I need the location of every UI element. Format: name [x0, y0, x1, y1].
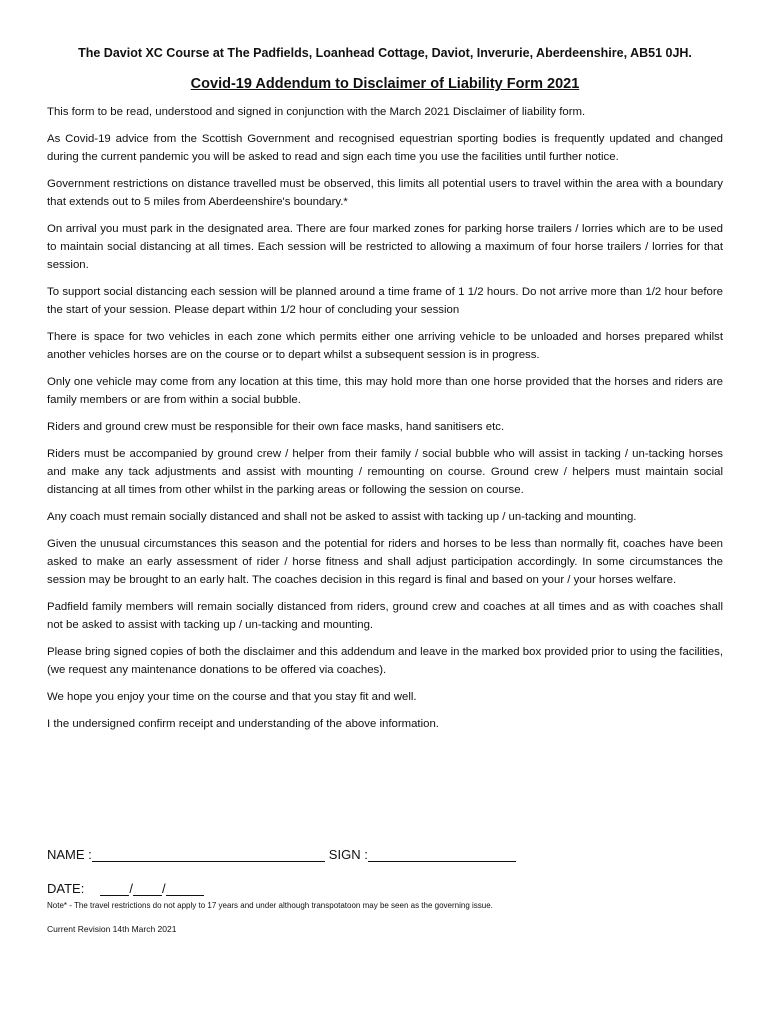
paragraph-9: Riders must be accompanied by ground crew / helper from their family / social bubble who will assist in tacking / un-tacking horses and make any tack adjustments and assist with mounting / remounting on course. Ground crew / helpers must maintain social distancing at all times from other whilst in the parking areas or following the session on course.	[47, 448, 723, 496]
date-separator-1: /	[129, 881, 133, 896]
paragraph-8: Riders and ground crew must be responsible for their own face masks, hand sanitisers etc.	[47, 421, 505, 433]
paragraph-14: We hope you enjoy your time on the course and that you stay fit and well.	[47, 691, 417, 703]
paragraph-4: On arrival you must park in the designated area. There are four marked zones for parking horse trailers / lorries which are to be used to maintain social distancing at all times. Each session will be restricted to allowing a maximum of four horse trailers / lorries for that session.	[47, 223, 723, 271]
date-year-field[interactable]	[166, 881, 204, 896]
paragraph-13: Please bring signed copies of both the disclaimer and this addendum and leave in the marked box provided prior to using the facilities, (we request any maintenance donations to be offered via coaches).	[47, 646, 723, 676]
page-title: Covid-19 Addendum to Disclaimer of Liability Form 2021	[190, 76, 580, 92]
date-separator-2: /	[161, 881, 166, 896]
paragraph-12: Padfield family members will remain socially distanced from riders, ground crew and coaches at all times and as with coaches shall not be asked to assist with tacking up / un-tacking and mounting.	[47, 601, 723, 631]
paragraph-7: Only one vehicle may come from any location at this time, this may hold more than one horse provided that the horses and riders are family members or are from within a social bubble.	[47, 376, 723, 406]
name-sign-row	[47, 844, 723, 862]
date-day-field[interactable]	[100, 881, 129, 896]
document-page	[47, 46, 723, 742]
name-label: NAME :	[47, 847, 92, 862]
paragraph-10: Any coach must remain socially distanced and shall not be asked to assist with tacking up / un-tacking and mounting.	[47, 511, 637, 523]
date-month-field[interactable]	[133, 881, 162, 896]
paragraph-11: Given the unusual circumstances this season and the potential for riders and horses to be less than normally fit, coaches have been asked to make an early assessment of rider / horse fitness and shall adjust participation accordingly. In some circumstances the session may be brought to an early halt. The coaches decision in this regard is final and based on your / your horses welfare.	[47, 538, 723, 586]
paragraph-5: To support social distancing each session will be planned around a time frame of 1 1/2 hours. Do not arrive more than 1/2 hour before the start of your session. Please depart within 1/2 hour of concluding your session	[47, 286, 723, 316]
sign-field[interactable]	[368, 847, 516, 862]
paragraph-2: As Covid-19 advice from the Scottish Government and recognised equestrian sporting bodies is frequently updated and changed during the current pandemic you will be asked to read and sign each time you use the facilities until further notice.	[47, 133, 723, 163]
page-header: The Daviot XC Course at The Padfields, Loanhead Cottage, Daviot, Inverurie, Aberdeenshire, AB51 0JH.	[78, 46, 692, 60]
paragraph-3: Government restrictions on distance travelled must be observed, this limits all potential users to travel within the area with a boundary that extends out to 5 miles from Aberdeenshire's boundary.*	[47, 178, 723, 208]
revision-text: Current Revision 14th March 2021	[47, 924, 177, 934]
paragraph-6: There is space for two vehicles in each zone which permits either one arriving vehicle to be unloaded and horses prepared whilst another vehicles horses are on the course or to depart whilst a subsequent session is in progress.	[47, 331, 723, 361]
paragraph-15: I the undersigned confirm receipt and understanding of the above information.	[47, 718, 439, 730]
sign-label: SIGN :	[328, 847, 368, 862]
paragraph-1: This form to be read, understood and signed in conjunction with the March 2021 Disclaimer of liability form.	[47, 106, 586, 118]
name-field[interactable]	[92, 847, 325, 862]
footnote: Note* - The travel restrictions do not apply to 17 years and under although transpotatoon may be seen as the governing issue.	[47, 901, 493, 910]
date-label: DATE:	[47, 881, 85, 896]
date-row	[47, 878, 723, 896]
